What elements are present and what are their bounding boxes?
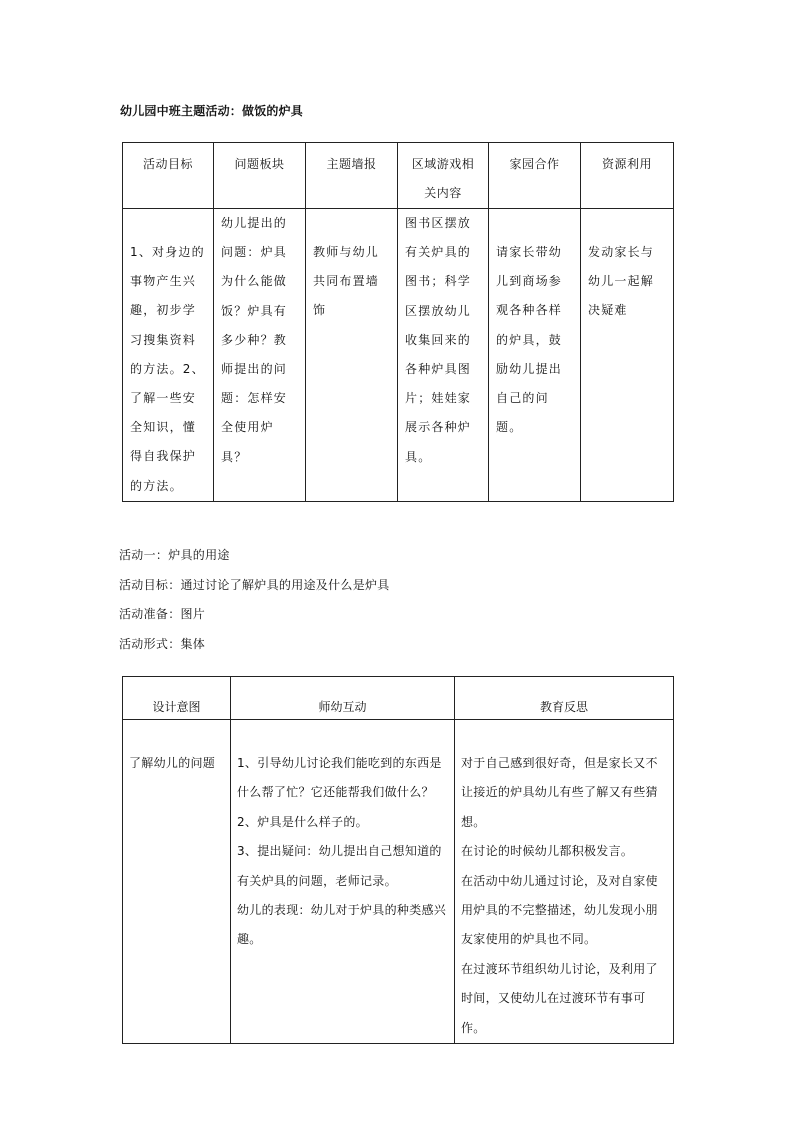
header-cell: 主题墙报 — [306, 143, 398, 209]
design-intent-cell: 了解幼儿的问题 — [123, 720, 231, 1044]
header-cell: 家园合作 — [489, 143, 581, 209]
table-row — [123, 720, 674, 1044]
reflection-line: 在讨论的时候幼儿都积极发言。 — [461, 844, 634, 859]
interaction-line: 1、引导幼儿讨论我们能吃到的东西是什么帮了忙？它还能帮我们做什么？ — [237, 756, 442, 800]
reflection-cell — [455, 720, 674, 1044]
header-cell: 区域游戏相关内容 — [398, 143, 489, 209]
activity-goal-cell: 1、对身边的事物产生兴趣，初步学习搜集资料的方法。2、了解一些安全知识，懂得自我保护的方法。 — [123, 209, 214, 502]
area-game-cell: 图书区摆放有关炉具的图书；科学区摆放幼儿收集回来的各种炉具图片；娃娃家展示各种炉具。 — [398, 209, 489, 502]
interaction-line: 3、提出疑问：幼儿提出自己想知道的有关炉具的问题，老师记录。 — [237, 844, 442, 888]
header-cell: 师幼互动 — [231, 677, 455, 720]
header-cell: 设计意图 — [123, 677, 231, 720]
header-cell: 活动目标 — [123, 143, 214, 209]
reflection-line: 对于自己感到很好奇，但是家长又不让接近的炉具幼儿有些了解又有些猜想。 — [461, 756, 658, 829]
interaction-line: 幼儿的表现：幼儿对于炉具的种类感兴趣。 — [237, 903, 447, 947]
table-header-row — [123, 677, 674, 720]
question-cell: 幼儿提出的问题：炉具为什么能做饭？炉具有多少种？教师提出的问题：怎样安全使用炉具？ — [214, 209, 306, 502]
page-title: 幼儿园中班主题活动：做饭的炉具 — [120, 104, 304, 118]
table-row — [123, 209, 674, 502]
activity-design-table — [122, 676, 674, 1044]
reflection-line: 在过渡环节组织幼儿讨论，及利用了时间，又使幼儿在过渡环节有事可作。 — [461, 961, 658, 1035]
activity-goal: 活动目标：通过讨论了解炉具的用途及什么是炉具 — [119, 578, 390, 592]
resource-cell: 发动家长与幼儿一起解决疑难 — [581, 209, 674, 502]
activity-form: 活动形式：集体 — [119, 637, 206, 651]
table-header-row — [123, 143, 674, 209]
home-coop-cell: 请家长带幼儿到商场参观各种各样的炉具，鼓励幼儿提出自己的问题。 — [489, 209, 581, 502]
header-cell: 问题板块 — [214, 143, 306, 209]
theme-plan-table — [122, 142, 674, 502]
header-cell: 资源利用 — [581, 143, 674, 209]
interaction-line: 2、炉具是什么样子的。 — [237, 814, 368, 829]
header-cell: 教育反思 — [455, 677, 674, 720]
activity-name: 活动一：炉具的用途 — [119, 548, 230, 562]
wall-cell: 教师与幼儿共同布置墙饰 — [306, 209, 398, 502]
reflection-line: 在活动中幼儿通过讨论，及对自家使用炉具的不完整描述，幼儿发现小朋友家使用的炉具也不同。 — [461, 873, 658, 947]
activity-prep: 活动准备：图片 — [119, 607, 206, 621]
interaction-cell — [231, 720, 455, 1044]
